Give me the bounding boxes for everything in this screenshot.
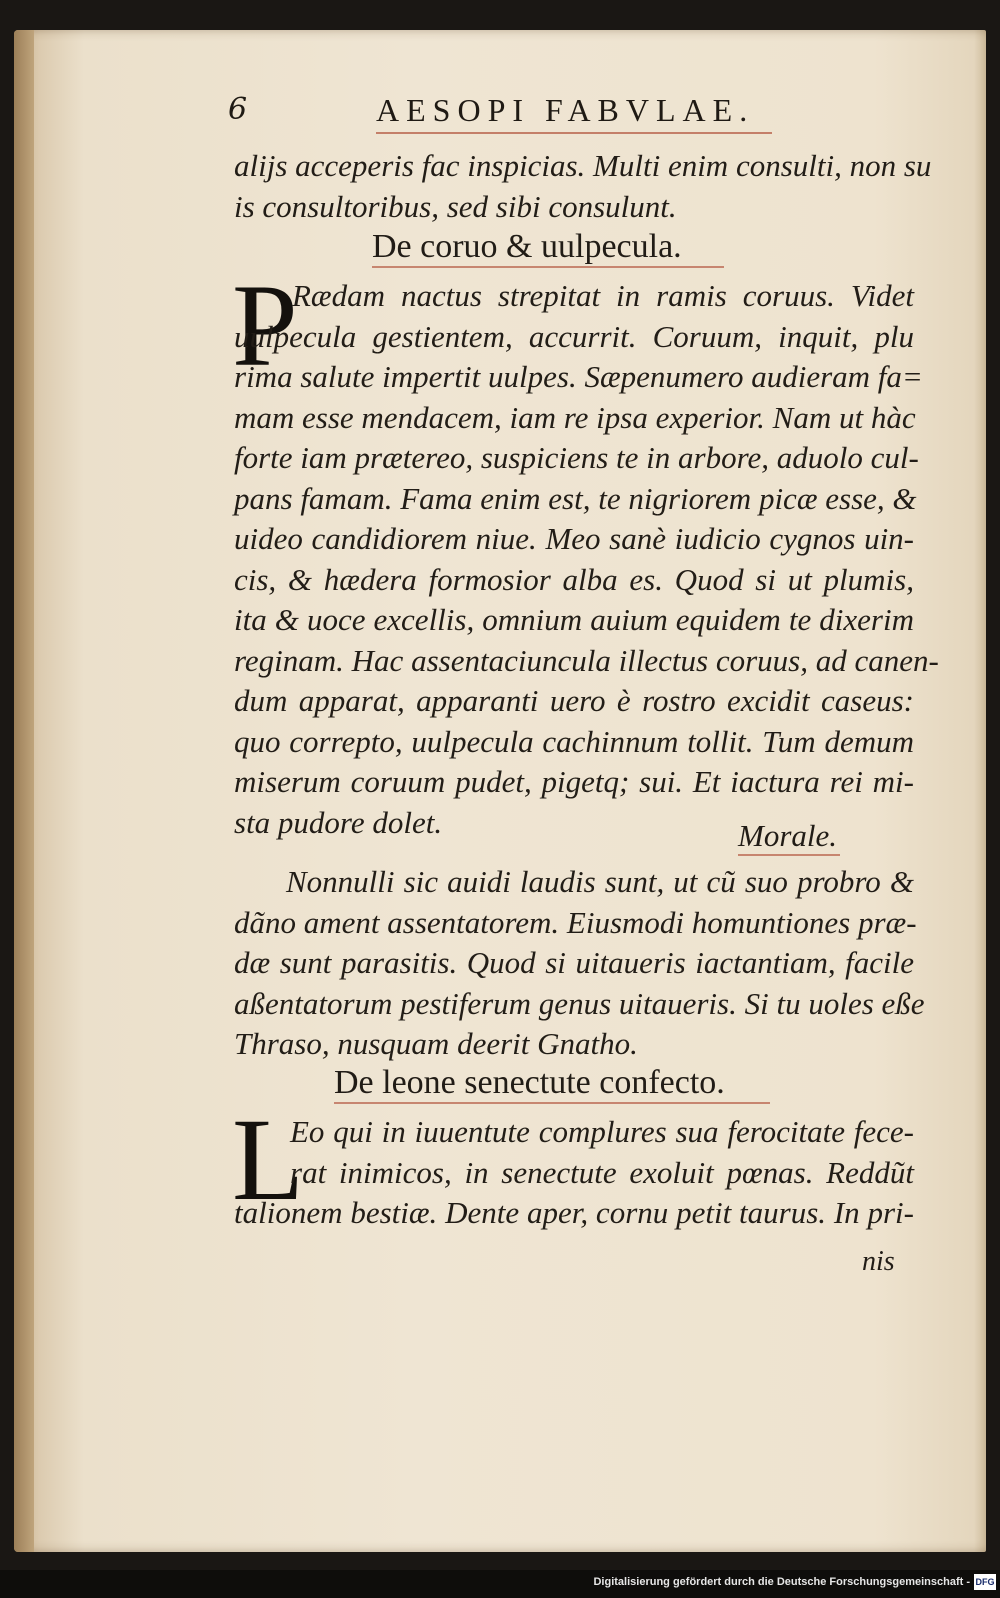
text-line: forte iam prætereo, suspiciens te in arbore, aduolo cul- — [234, 440, 919, 475]
text-line: dãno ament assentatorem. Eiusmodi homuntiones præ- — [234, 904, 917, 940]
heading-underline — [372, 266, 724, 268]
text-line: miserum coruum pudet, pigetq; sui. Et iactura rei mi- — [234, 764, 914, 799]
text-line: is consultoribus, sed sibi consulunt. — [234, 188, 677, 224]
text-line: cis, & hædera formosior alba es. Quod si ut plumis, — [234, 561, 914, 597]
text-line: ita & uoce excellis, omnium auium equidem te dixerim — [234, 602, 914, 637]
fable1-body — [232, 260, 939, 843]
dropcap-p: P — [232, 260, 298, 391]
page-number: 6 — [228, 92, 248, 127]
fable2-body — [232, 1094, 914, 1234]
title-underline — [376, 132, 772, 134]
page-edge — [14, 30, 34, 1552]
funding-credit: Digitalisierung gefördert durch die Deutsche Forschungsgemeinschaft - — [593, 1576, 970, 1588]
text-line: Nonnulli sic auidi laudis sunt, ut cũ suo probro & — [286, 864, 914, 899]
text-line: dum apparat, apparanti uero è rostro excidit caseus: — [234, 683, 914, 718]
text-line: sta pudore dolet. — [234, 804, 443, 840]
text-line: rat inimicos, in senectute exoluit pœnas. Reddũt — [290, 1154, 914, 1190]
catchword: nis — [862, 1246, 895, 1277]
text-line: rima salute impertit uulpes. Sæpenumero audieram fa= — [234, 359, 923, 394]
text-line: alijs acceperis fac inspicias. Multi enim consulti, non su — [234, 148, 932, 183]
fable-heading-raven-fox: De coruo & uulpecula. — [372, 228, 682, 265]
text-line: quo correpto, uulpecula cachinnum tollit. Tum demum — [234, 723, 914, 759]
text-line: Thraso, nusquam deerit Gnatho. — [234, 1026, 638, 1061]
dropcap-l: L — [232, 1094, 305, 1225]
footer-bar — [0, 1570, 1000, 1598]
fable-heading-old-lion: De leone senectute confecto. — [334, 1064, 725, 1101]
morale-underline — [738, 854, 840, 856]
text-line: uideo candidiorem niue. Meo sanè iudicio cygnos uin- — [234, 521, 914, 556]
text-line: pans famam. Fama enim est, te nigriorem picæ esse, & — [234, 480, 917, 516]
running-title: AESOPI FABVLAE. — [376, 92, 755, 128]
text-line: mam esse mendacem, iam re ipsa experior. Nam ut hàc — [234, 399, 916, 435]
text-line: aßentatorum pestiferum genus uitaueris. Si tu uoles eße — [234, 985, 925, 1021]
text-line: Rædam nactus strepitat in ramis coruus. Videt — [292, 278, 914, 313]
text-line: dæ sunt parasitis. Quod si uitaueris iactantiam, facile — [234, 945, 914, 980]
text-line: talionem bestiæ. Dente aper, cornu petit taurus. In pri- — [234, 1195, 914, 1230]
page-header — [228, 88, 788, 138]
intro-paragraph — [234, 146, 932, 227]
text-line: uulpecula gestientem, accurrit. Coruum, inquit, plu — [234, 318, 914, 354]
heading-underline — [334, 1102, 770, 1104]
morale-label: Morale. — [738, 818, 838, 853]
morale-paragraph — [234, 862, 925, 1065]
text-line: Eo qui in iuuentute complures sua ferocitate fece- — [290, 1114, 914, 1149]
text-line: reginam. Hac assentaciuncula illectus coruus, ad canen- — [234, 642, 939, 678]
dfg-logo-icon: DFG — [974, 1574, 996, 1590]
